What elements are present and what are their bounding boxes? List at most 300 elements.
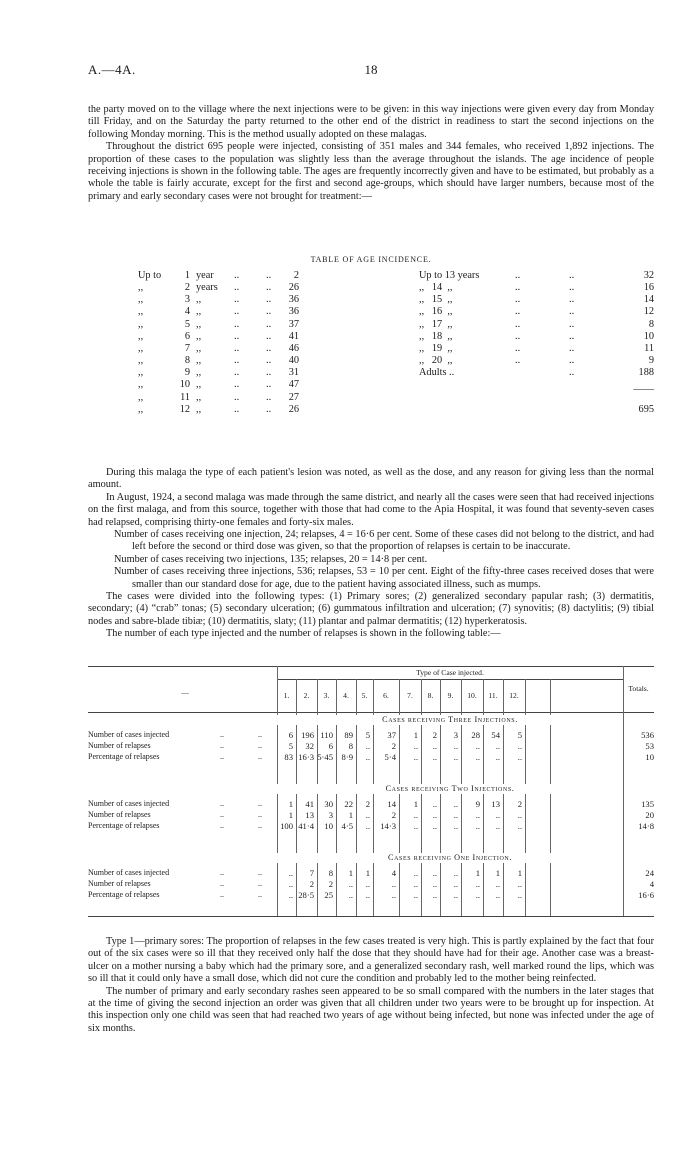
cell-value: 13 bbox=[491, 799, 500, 809]
cell-value: 8 bbox=[348, 741, 353, 751]
leader-dots: .. bbox=[515, 294, 521, 306]
leader-dots: .. bbox=[515, 282, 521, 294]
cell-value: 25 bbox=[324, 890, 333, 900]
cell-value: 1 bbox=[413, 799, 418, 809]
age-row-left bbox=[138, 282, 298, 294]
cell-value: .. bbox=[365, 890, 370, 900]
cell-value: 2 bbox=[391, 810, 396, 820]
cell-value: 30 bbox=[324, 799, 333, 809]
paragraph: The cases were divided into the following types: (1) Primary sores; (2) generalized secondary papular rash; (3) dermatitis, secondary; (4) “crab” tonas; (5) secondary ulceration; (6) gummatous infiltration and ulceration; (7) synovitis; (8) dactylitis; (9) tibial nodes and sabre-blade tibiæ; (10) dermatitis, slaty; (11) plantar and palmar dermatitis; (12) hyperkeratosis. bbox=[88, 591, 654, 627]
leader-dots: .. bbox=[234, 379, 240, 391]
leader-dots: .. bbox=[234, 270, 240, 281]
cell-value: 8 bbox=[328, 868, 333, 878]
age-row-left bbox=[138, 331, 298, 343]
cell-value: .. bbox=[475, 810, 480, 820]
leader-dots: .. bbox=[258, 890, 262, 899]
cell-value: .. bbox=[453, 741, 458, 751]
leader-dots: .. bbox=[234, 355, 240, 367]
age-number: 8 bbox=[184, 355, 190, 367]
cell-value: .. bbox=[432, 810, 437, 820]
age-row-right bbox=[419, 319, 654, 331]
leader-dots: .. bbox=[266, 367, 272, 379]
cell-value: .. bbox=[413, 810, 418, 820]
cell-value: 1 bbox=[413, 730, 418, 740]
age-unit: ,, bbox=[196, 318, 202, 330]
cell-value: .. bbox=[413, 741, 418, 751]
cell-value: 110 bbox=[320, 730, 333, 740]
cell-value: 1 bbox=[475, 868, 480, 878]
leader-dots: .. bbox=[220, 752, 224, 761]
age-unit: ,, bbox=[196, 306, 202, 318]
age-count: 47 bbox=[288, 379, 299, 391]
row-label: Number of relapses bbox=[88, 741, 151, 750]
cell-value: 1 bbox=[288, 810, 293, 820]
cell-value: 1 bbox=[288, 799, 293, 809]
leader-dots: .. bbox=[220, 730, 224, 739]
cell-value: .. bbox=[475, 752, 480, 762]
age-count: 36 bbox=[288, 306, 299, 318]
age-row-right bbox=[419, 282, 654, 294]
leader-dots: .. bbox=[515, 342, 521, 354]
cell-value: 14·3 bbox=[380, 821, 396, 831]
leader-dots: .. bbox=[266, 355, 272, 367]
age-number: 4 bbox=[184, 306, 190, 318]
cell-value: .. bbox=[453, 799, 458, 809]
age-row-right bbox=[419, 343, 654, 355]
cell-value: .. bbox=[517, 879, 522, 889]
cell-value: 37 bbox=[387, 730, 396, 740]
age-count: 26 bbox=[288, 403, 299, 415]
cell-value: 1 bbox=[365, 868, 370, 878]
cell-value: 10 bbox=[324, 821, 333, 831]
age-prefix: ,, bbox=[138, 318, 144, 330]
cell-value: .. bbox=[495, 810, 500, 820]
leader-dots: .. bbox=[220, 741, 224, 750]
cell-value: 1 bbox=[517, 868, 522, 878]
cell-value: .. bbox=[495, 879, 500, 889]
leader-dots: .. bbox=[234, 318, 240, 330]
cell-value: 41 bbox=[305, 799, 314, 809]
cell-value: 6 bbox=[288, 730, 293, 740]
leader-dots: .. bbox=[220, 890, 224, 899]
cell-value: .. bbox=[365, 821, 370, 831]
paragraph: During this malaga the type of each patient's lesion was noted, as well as the dose, and any reason for giving less than the normal amount. bbox=[88, 467, 654, 491]
total-value: 695 bbox=[638, 404, 654, 415]
totals-header: Totals. bbox=[628, 684, 649, 693]
age-prefix: ,, bbox=[138, 342, 144, 354]
cell-value: .. bbox=[348, 890, 353, 900]
age-unit: ,, bbox=[196, 355, 202, 367]
table-stub-dash: — bbox=[181, 688, 189, 697]
cell-value: .. bbox=[517, 810, 522, 820]
leader-dots: .. bbox=[569, 355, 575, 367]
cell-value: 41·4 bbox=[298, 821, 314, 831]
age-count: 8 bbox=[648, 318, 654, 330]
column-header-11: 11. bbox=[488, 691, 498, 700]
cell-value: .. bbox=[453, 810, 458, 820]
cell-value: 4·5 bbox=[341, 821, 353, 831]
cell-value: .. bbox=[495, 752, 500, 762]
age-number: 9 bbox=[184, 367, 190, 379]
age-number: 11 bbox=[180, 391, 190, 403]
cell-value: .. bbox=[432, 890, 437, 900]
cell-value: 2 bbox=[391, 741, 396, 751]
section-title: Cases receiving One Injection. bbox=[277, 853, 623, 863]
cell-value: .. bbox=[365, 741, 370, 751]
cell-value: .. bbox=[453, 821, 458, 831]
row-total: 14·8 bbox=[638, 821, 654, 831]
age-row-left bbox=[138, 404, 298, 416]
cell-value: .. bbox=[453, 752, 458, 762]
cell-value: .. bbox=[413, 752, 418, 762]
column-header-4: 4. bbox=[343, 691, 349, 700]
cell-value: 3 bbox=[453, 730, 458, 740]
leader-dots: .. bbox=[266, 379, 272, 391]
age-row-left bbox=[138, 392, 298, 404]
age-number: 6 bbox=[184, 330, 190, 342]
cell-value: 3 bbox=[328, 810, 333, 820]
table-rule bbox=[277, 679, 623, 680]
age-number: 2 bbox=[184, 282, 190, 294]
age-count: 31 bbox=[288, 367, 299, 379]
cell-value: .. bbox=[432, 879, 437, 889]
column-header-5: 5. bbox=[361, 691, 368, 700]
cell-value: .. bbox=[495, 821, 500, 831]
cell-value: 2 bbox=[328, 879, 333, 889]
cell-value: 7 bbox=[309, 868, 314, 878]
cell-value: .. bbox=[391, 890, 396, 900]
age-prefix: ,, bbox=[138, 403, 144, 415]
age-unit: ,, bbox=[196, 367, 202, 379]
cell-value: .. bbox=[432, 741, 437, 751]
leader-dots: .. bbox=[234, 342, 240, 354]
cell-value: 1 bbox=[495, 868, 500, 878]
age-number: 3 bbox=[184, 294, 190, 306]
cell-value: 9 bbox=[475, 799, 480, 809]
leader-dots: .. bbox=[266, 306, 272, 318]
discussion-section bbox=[88, 936, 654, 1035]
paragraph: Number of cases receiving one injection, 24; relapses, 4 = 16·6 per cent. Some of these cases did not belong to the district, and had left before the second or third dose was given, so that the proportion of relapses is certain to be inaccurate. bbox=[114, 529, 654, 553]
cell-value: .. bbox=[517, 890, 522, 900]
leader-dots: .. bbox=[266, 282, 272, 294]
cell-value: .. bbox=[475, 879, 480, 889]
column-header-1: 1. bbox=[283, 691, 290, 700]
cell-value: 1 bbox=[348, 868, 353, 878]
cell-value: 5 bbox=[365, 730, 370, 740]
age-unit: ,, bbox=[196, 403, 202, 415]
age-row-left bbox=[138, 367, 298, 379]
column-header-9: 9. bbox=[447, 691, 454, 700]
column-header-7: 7. bbox=[407, 691, 413, 700]
cell-value: .. bbox=[432, 821, 437, 831]
cell-value: 2 bbox=[309, 879, 314, 889]
age-row-left bbox=[138, 319, 298, 331]
age-table-title: TABLE OF AGE INCIDENCE. bbox=[310, 255, 432, 264]
cell-value: .. bbox=[517, 821, 522, 831]
leader-dots: .. bbox=[258, 879, 262, 888]
leader-dots: .. bbox=[234, 367, 240, 379]
age-label: ,, 15 ,, bbox=[419, 294, 453, 306]
cell-value: .. bbox=[517, 752, 522, 762]
age-number: 12 bbox=[179, 403, 190, 415]
page-number: 18 bbox=[364, 62, 378, 77]
total-dash: —— bbox=[633, 384, 654, 395]
cell-value: .. bbox=[453, 868, 458, 878]
column-header-6: 6. bbox=[383, 691, 389, 700]
age-row-left bbox=[138, 306, 298, 318]
cell-value: 1 bbox=[348, 810, 353, 820]
age-prefix: ,, bbox=[138, 282, 144, 294]
cell-value: 54 bbox=[491, 730, 500, 740]
age-count: 27 bbox=[288, 391, 299, 403]
age-count: 188 bbox=[638, 367, 654, 379]
age-number: 1 bbox=[184, 270, 190, 281]
cell-value: 28 bbox=[471, 730, 480, 740]
age-count: 10 bbox=[643, 330, 654, 342]
age-count: 11 bbox=[644, 342, 654, 354]
table-rule bbox=[88, 916, 654, 917]
age-row-right bbox=[419, 367, 654, 379]
leader-dots: .. bbox=[569, 294, 575, 306]
leader-dots: .. bbox=[569, 342, 575, 354]
leader-dots: .. bbox=[234, 330, 240, 342]
leader-dots: .. bbox=[234, 403, 240, 415]
leader-dots: .. bbox=[258, 752, 262, 761]
section-title: Cases receiving Three Injections. bbox=[277, 715, 623, 725]
cell-value: 32 bbox=[305, 741, 314, 751]
cell-value: .. bbox=[475, 741, 480, 751]
age-prefix: ,, bbox=[138, 294, 144, 306]
age-number: 7 bbox=[184, 342, 190, 354]
leader-dots: .. bbox=[515, 318, 521, 330]
cell-value: .. bbox=[365, 752, 370, 762]
row-label: Percentage of relapses bbox=[88, 890, 160, 899]
leader-dots: .. bbox=[220, 879, 224, 888]
age-row-left bbox=[138, 270, 298, 282]
leader-dots: .. bbox=[266, 318, 272, 330]
leader-dots: .. bbox=[234, 282, 240, 294]
cell-value: 100 bbox=[280, 821, 293, 831]
paragraph: Throughout the district 695 people were injected, consisting of 351 males and 344 females, who received 1,892 injections. The proportion of these cases to the population was slightly less than the average throughout the islands. The age incidence of people receiving injections is shown in the following table. The ages are frequently incorrectly given and have to be estimated, but probably as a whole the table is fairly accurate, except for the first and second age-groups, which should have larger numbers, because most of the primary and early secondary cases were not brought for treatment:— bbox=[88, 141, 654, 202]
age-unit: ,, bbox=[196, 294, 202, 306]
age-count: 40 bbox=[288, 355, 299, 367]
leader-dots: .. bbox=[234, 306, 240, 318]
cell-value: 5·45 bbox=[317, 752, 333, 762]
row-label: Number of relapses bbox=[88, 879, 151, 888]
row-total: 20 bbox=[645, 810, 654, 820]
cell-value: .. bbox=[495, 890, 500, 900]
paragraph: Number of cases receiving two injections, 135; relapses, 20 = 14·8 per cent. bbox=[114, 553, 428, 565]
age-row-left bbox=[138, 355, 298, 367]
row-label: Percentage of relapses bbox=[88, 821, 160, 830]
age-unit: ,, bbox=[196, 379, 202, 391]
cell-value: .. bbox=[288, 879, 293, 889]
age-unit: ,, bbox=[196, 391, 202, 403]
leader-dots: .. bbox=[220, 799, 224, 808]
age-row-right bbox=[419, 331, 654, 343]
leader-dots: .. bbox=[220, 810, 224, 819]
leader-dots: .. bbox=[258, 730, 262, 739]
row-total: 4 bbox=[649, 879, 654, 889]
age-label: ,, 19 ,, bbox=[419, 342, 453, 354]
leader-dots: .. bbox=[234, 391, 240, 403]
row-total: 24 bbox=[645, 868, 654, 878]
age-label: ,, 16 ,, bbox=[419, 306, 453, 318]
age-prefix: Up to bbox=[138, 270, 162, 281]
leader-dots: .. bbox=[569, 330, 575, 342]
leader-dots: .. bbox=[220, 868, 224, 877]
age-count: 46 bbox=[288, 342, 299, 354]
cell-value: .. bbox=[495, 741, 500, 751]
leader-dots: .. bbox=[515, 270, 521, 281]
age-label: ,, 20 ,, bbox=[419, 355, 453, 367]
paragraph: The number of each type injected and the number of relapses is shown in the following table:— bbox=[106, 628, 501, 640]
column-header-10: 10. bbox=[467, 691, 477, 700]
leader-dots: .. bbox=[569, 367, 575, 379]
column-header-12: 12. bbox=[509, 691, 519, 700]
cell-value: .. bbox=[432, 799, 437, 809]
leader-dots: .. bbox=[569, 318, 575, 330]
age-label: ,, 14 ,, bbox=[419, 282, 453, 294]
cell-value: 2 bbox=[517, 799, 522, 809]
leader-dots: .. bbox=[266, 294, 272, 306]
cell-value: .. bbox=[475, 890, 480, 900]
leader-dots: .. bbox=[266, 330, 272, 342]
paragraph: Number of cases receiving three injections, 536; relapses, 53 = 10 per cent. Eight of the fifty-three cases received doses that were smaller than our standard dose for age, due to the patient having associated illness, such as mumps. bbox=[114, 566, 654, 590]
table-rule bbox=[88, 666, 654, 667]
row-total: 10 bbox=[645, 752, 654, 762]
cell-value: .. bbox=[432, 752, 437, 762]
cell-value: 4 bbox=[391, 868, 396, 878]
column-header-2: 2. bbox=[303, 691, 310, 700]
age-label: Up to 13 years bbox=[419, 270, 480, 281]
age-prefix: ,, bbox=[138, 306, 144, 318]
row-label: Percentage of relapses bbox=[88, 752, 160, 761]
age-label: ,, 17 ,, bbox=[419, 318, 453, 330]
age-count: 12 bbox=[643, 306, 654, 318]
age-number: 5 bbox=[184, 318, 190, 330]
leader-dots: .. bbox=[234, 294, 240, 306]
age-count: 14 bbox=[643, 294, 654, 306]
leader-dots: .. bbox=[258, 868, 262, 877]
cell-value: 13 bbox=[305, 810, 314, 820]
cell-value: .. bbox=[432, 868, 437, 878]
age-prefix: ,, bbox=[138, 367, 144, 379]
document-reference: A.—4A. bbox=[88, 62, 136, 77]
leader-dots: .. bbox=[266, 342, 272, 354]
table-rule bbox=[88, 712, 654, 713]
row-total: 53 bbox=[645, 741, 654, 751]
cell-value: .. bbox=[348, 879, 353, 889]
cell-value: 14 bbox=[387, 799, 396, 809]
age-row-left bbox=[138, 294, 298, 306]
row-total: 16·6 bbox=[638, 890, 654, 900]
cell-value: 22 bbox=[344, 799, 353, 809]
cell-value: .. bbox=[453, 879, 458, 889]
cell-value: .. bbox=[475, 821, 480, 831]
leader-dots: .. bbox=[515, 306, 521, 318]
age-prefix: ,, bbox=[138, 379, 144, 391]
cell-value: 6 bbox=[328, 741, 333, 751]
cell-value: 2 bbox=[432, 730, 437, 740]
cell-value: 196 bbox=[301, 730, 314, 740]
cell-value: 83 bbox=[284, 752, 293, 762]
cell-value: .. bbox=[365, 810, 370, 820]
age-row-right bbox=[419, 355, 654, 367]
row-label: Number of cases injected bbox=[88, 799, 170, 808]
leader-dots: .. bbox=[569, 282, 575, 294]
cell-value: 28·5 bbox=[298, 890, 314, 900]
cell-value: .. bbox=[288, 890, 293, 900]
age-count: 9 bbox=[648, 355, 654, 367]
intro-section bbox=[88, 104, 654, 203]
cell-value: 8·9 bbox=[341, 752, 353, 762]
paragraph: In August, 1924, a second malaga was made through the same district, and nearly all the cases were seen that had received injections on the first malaga, and from this source, together with those that had come to the Apia Hospital, it was found that seventy-seven cases had relapsed, comprising thirty-one females and forty-six males. bbox=[88, 491, 654, 528]
age-row-left bbox=[138, 379, 298, 391]
age-prefix: ,, bbox=[138, 330, 144, 342]
age-row-right bbox=[419, 294, 654, 306]
row-total: 135 bbox=[641, 799, 654, 809]
leader-dots: .. bbox=[569, 306, 575, 318]
age-label: Adults .. bbox=[419, 367, 455, 379]
age-count: 32 bbox=[643, 270, 654, 281]
cell-value: 5 bbox=[517, 730, 522, 740]
age-unit: ,, bbox=[196, 330, 202, 342]
age-count: 26 bbox=[288, 282, 299, 294]
row-label: Number of cases injected bbox=[88, 868, 170, 877]
age-prefix: ,, bbox=[138, 391, 144, 403]
cell-value: .. bbox=[288, 868, 293, 878]
cell-value: .. bbox=[413, 890, 418, 900]
leader-dots: .. bbox=[258, 821, 262, 830]
age-unit: ,, bbox=[196, 342, 202, 354]
leader-dots: .. bbox=[266, 391, 272, 403]
column-header-3: 3. bbox=[323, 691, 330, 700]
leader-dots: .. bbox=[266, 270, 272, 281]
cell-value: 16·3 bbox=[298, 752, 314, 762]
cell-value: .. bbox=[413, 868, 418, 878]
cell-value: .. bbox=[453, 890, 458, 900]
cell-value: 5 bbox=[288, 741, 293, 751]
age-prefix: ,, bbox=[138, 355, 144, 367]
leader-dots: .. bbox=[515, 355, 521, 367]
leader-dots: .. bbox=[258, 810, 262, 819]
age-label: ,, 18 ,, bbox=[419, 330, 453, 342]
leader-dots: .. bbox=[515, 330, 521, 342]
age-count: 36 bbox=[288, 294, 299, 306]
cell-value: 5·4 bbox=[384, 752, 396, 762]
age-row-right bbox=[419, 306, 654, 318]
age-count: 16 bbox=[643, 282, 654, 294]
cell-value: .. bbox=[517, 741, 522, 751]
leader-dots: .. bbox=[569, 270, 575, 281]
section-title: Cases receiving Two Injections. bbox=[277, 784, 623, 794]
leader-dots: .. bbox=[266, 403, 272, 415]
findings-section bbox=[88, 467, 654, 641]
cell-value: 89 bbox=[344, 730, 353, 740]
paragraph: The number of primary and early secondary rashes seen appeared to be so small compared with the numbers in the later stages that at the time of giving the second injection an order was given that all children under two years were to be brought up for inspection. At this inspection only one child was seen that had reached two years of age without being infected, but none was infected under the age of six months. bbox=[88, 985, 654, 1034]
row-label: Number of relapses bbox=[88, 810, 151, 819]
leader-dots: .. bbox=[258, 741, 262, 750]
row-label: Number of cases injected bbox=[88, 730, 170, 739]
cell-value: .. bbox=[413, 879, 418, 889]
cell-value: .. bbox=[365, 879, 370, 889]
age-unit: years bbox=[196, 282, 218, 294]
leader-dots: .. bbox=[220, 821, 224, 830]
table-super-header: Type of Case injected. bbox=[416, 668, 484, 677]
age-count: 37 bbox=[288, 318, 299, 330]
age-unit: year bbox=[196, 270, 214, 281]
